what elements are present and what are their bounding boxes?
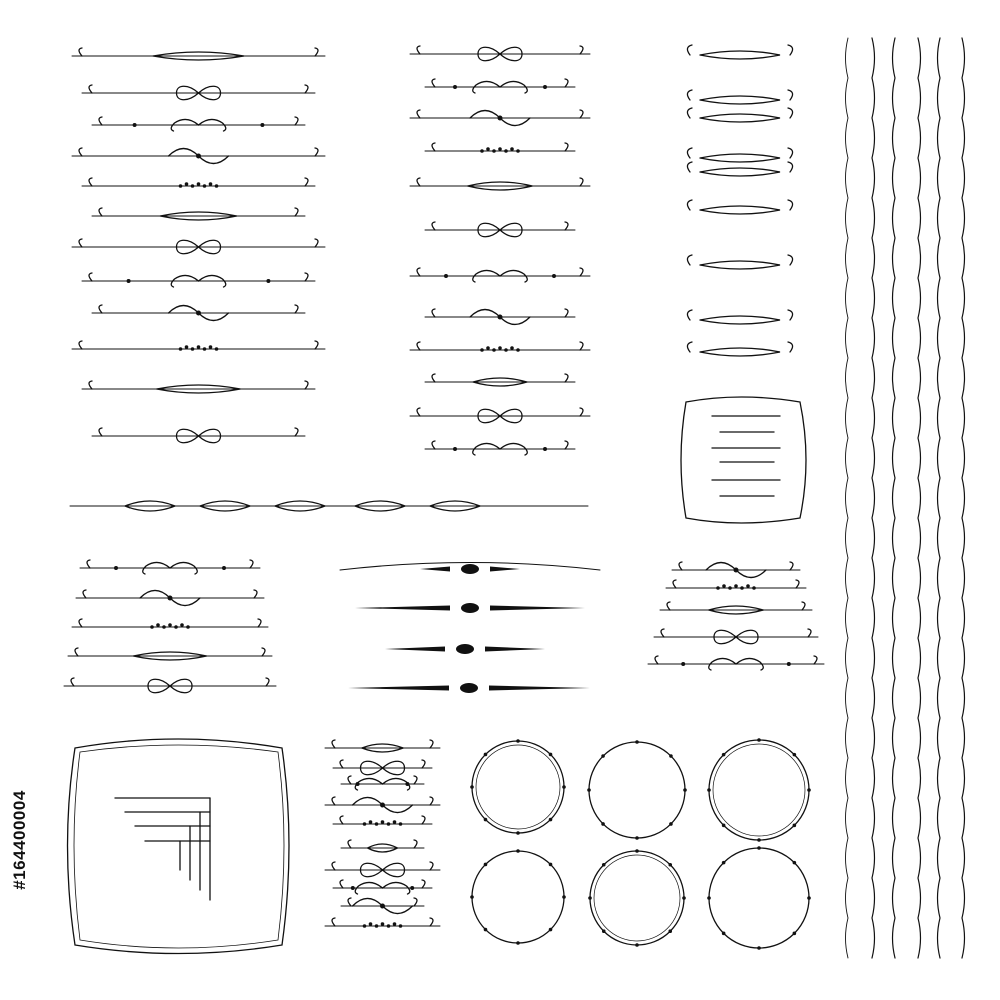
stock-id-number: #164400004 xyxy=(10,790,30,890)
divider-column-long xyxy=(72,48,325,443)
vertical-border-set xyxy=(846,38,965,958)
divider-column-center xyxy=(410,46,590,455)
corner-frame-small xyxy=(681,397,806,523)
stock-id xyxy=(0,0,40,1000)
divider-column-lower-right xyxy=(648,562,824,670)
round-frame-grid xyxy=(470,738,811,950)
divider-column-lower-left xyxy=(64,560,276,693)
corner-frame-large xyxy=(68,739,290,954)
header-ornament-column xyxy=(687,45,792,356)
small-ornament-column xyxy=(325,740,440,928)
long-divider xyxy=(70,501,588,511)
heavy-divider-column xyxy=(340,563,600,694)
